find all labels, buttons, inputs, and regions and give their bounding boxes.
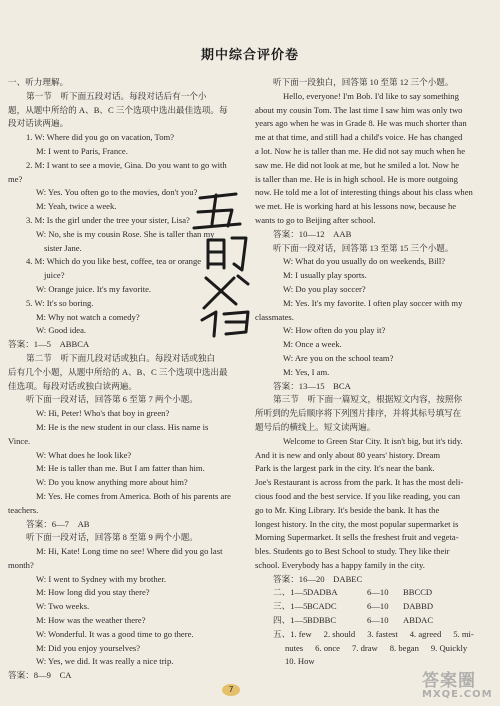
fill-answer: 10. How [285, 656, 315, 667]
text-line: M: Once a week. [283, 339, 342, 350]
text-line: W: Yes, we did. It was really a nice trip. [36, 656, 174, 667]
text-line: M: He is the new student in our class. His name is [36, 421, 209, 432]
answer-range-label: 6—10 [367, 615, 389, 626]
answer-line: 答案：16—20 DABEC [273, 573, 363, 584]
section-heading: 一、听力理解。 [8, 77, 69, 87]
answer-range-label: 6—10 [367, 587, 389, 598]
text-line: W: What do you usually do on weekends, Bill? [283, 256, 446, 267]
text-line: 题，从题中所给的 A、B、C 三个选项中选出最佳选项。每 [8, 104, 228, 115]
text-line: W: Do you know anything more about him? [36, 477, 188, 488]
answer-line: 答案：13—15 BCA [273, 380, 351, 391]
text-line: Joe's Restaurant is across from the park. It has the most deli- [255, 477, 464, 488]
answer-line: 答案：6—7 AB [26, 518, 90, 529]
answer-key-row [255, 600, 495, 614]
text-line: 5. W: It's so boring. [26, 297, 94, 308]
text-line: Park is the largest park in the city. It's near the bank. [255, 463, 435, 474]
text-line: 听下面一段对话，回答第 6 至第 7 两个小题。 [26, 394, 198, 405]
fill-answer: 4. agreed [409, 628, 442, 639]
fill-answer: 五、1. few [273, 628, 312, 639]
text-line: W: Good idea. [36, 325, 87, 336]
text-line: longest history. In the city, the most popular supermarket is [255, 518, 459, 529]
text-line: juice? [44, 270, 65, 281]
text-line: teachers. [8, 504, 39, 515]
answer-key-row [255, 586, 495, 600]
text-line: M: How long did you stay there? [36, 587, 150, 598]
text-line: we met. He is working hard at his lessons now, because he [255, 201, 457, 212]
page-title: 期中综合评价卷 [200, 48, 299, 63]
text-line: 听下面一段独白，回答第 10 至第 12 三个小题。 [273, 77, 454, 87]
text-line: W: No, she is my cousin Rose. She is taller than my [36, 228, 215, 239]
text-line: 所听到的先后顺序将下列图片排序，并将其标号填写在 [255, 408, 462, 419]
text-line: W: Are you on the school team? [283, 352, 394, 363]
text-line: 3. M: Is the girl under the tree your sister, Lisa? [26, 214, 190, 225]
text-line: a lot. Now he is taller than me. He did not say much when he [255, 145, 466, 156]
text-line: M: Yeah, twice a week. [36, 201, 117, 212]
text-line: 1. W: Where did you go on vacation, Tom? [26, 132, 175, 143]
answer-line: 答案：8—9 CA [8, 670, 72, 681]
text-line: W: How often do you play it? [283, 325, 386, 336]
text-line: W: I went to Sydney with my brother. [36, 573, 167, 584]
handwriting-mark [188, 180, 258, 340]
text-line: about my cousin Tom. The last time I saw him was only two [255, 104, 463, 115]
text-line: 第一节 听下面五段对话。每段对话后有一个小 [26, 90, 207, 101]
text-line: saw me. He did not look at me, but he smiled a lot. Now he [255, 159, 460, 170]
text-line: W: Yes. You often go to the movies, don't you? [36, 187, 198, 198]
text-line: Hello, everyone! I'm Bob. I'd like to say something [283, 90, 459, 101]
text-line: years ago when he was in Grade 8. He was much shorter than [255, 118, 467, 129]
page-number: 7 [222, 684, 240, 696]
text-line: M: He is taller than me. But I am fatter than him. [36, 463, 205, 474]
answer-key-grid [255, 586, 495, 627]
answer-value: DADBA [307, 587, 338, 598]
answer-range-label: 二、1—5 [273, 587, 308, 598]
answer-key-row [255, 614, 495, 628]
answer-range-label: 6—10 [367, 601, 389, 612]
answer-range-label: 四、1—5 [273, 615, 308, 626]
text-line: 4. M: Which do you like best, coffee, tea or orange [26, 256, 202, 267]
text-line: W: Orange juice. It's my favorite. [36, 283, 152, 294]
text-line: M: Yes, I am. [283, 366, 330, 377]
left-column [8, 76, 244, 683]
text-line: wants to go to Beijing after school. [255, 214, 376, 225]
text-line: M: Why not watch a comedy? [36, 311, 140, 322]
fill-answers-row [255, 642, 495, 656]
text-line: cious food and the best service. If you like reading, you can [255, 490, 460, 501]
text-line: school. Everybody has a happy family in the city. [255, 559, 425, 570]
text-line: 第二节 听下面几段对话或独白。每段对话或独白 [26, 352, 216, 363]
text-line: W: Wonderful. It was a good time to go there. [36, 628, 194, 639]
answer-range-label: 三、1—5 [273, 601, 308, 612]
text-line: 佳选项。每段对话或独白读两遍。 [8, 380, 137, 391]
text-line: M: I usually play sports. [283, 270, 367, 281]
text-line: 听下面一段对话，回答第 8 至第 9 两个小题。 [26, 532, 198, 543]
text-line: 第三节 听下面一篇短文，根据短文内容，按照你 [273, 394, 463, 405]
fill-answers-row [255, 628, 495, 642]
text-line: And it is new and only about 80 years' history. Dream [255, 449, 441, 460]
text-line: 段对话读两遍。 [8, 118, 69, 129]
text-line: classmates. [255, 311, 294, 322]
text-line: W: Hi, Peter! Who's that boy in green? [36, 408, 170, 419]
text-line: me at that time, and still had a child's voice. He has changed [255, 132, 463, 143]
answer-value: BBCCD [403, 587, 433, 598]
text-line: bles. Students go to Best School to study. They like their [255, 546, 450, 557]
watermark-url: MXQE.COM [422, 689, 493, 700]
answer-value: BCADC [307, 601, 337, 612]
text-line: sister Jane. [44, 242, 82, 253]
fill-answer: 8. began [389, 642, 419, 653]
text-line: me? [8, 173, 23, 184]
text-line: 听下面一段对话，回答第 13 至第 15 三个小题。 [273, 242, 454, 253]
answer-value: DABBD [403, 601, 434, 612]
fill-answer: 9. Quickly [430, 642, 468, 653]
text-line: W: Two weeks. [36, 601, 90, 612]
text-line: Vince. [8, 435, 31, 446]
text-line: month? [8, 559, 34, 570]
fill-answer: 5. mi- [453, 628, 474, 639]
text-line: W: What does he look like? [36, 449, 132, 460]
fill-answer: nutes [285, 642, 304, 653]
text-line: go to Mr. King Library. It's beside the bank. It has the [255, 504, 440, 515]
text-line: M: Hi, Kate! Long time no see! Where did you go last [36, 546, 223, 557]
site-watermark [422, 666, 492, 702]
answer-value: BDBBC [307, 615, 337, 626]
text-line: M: How was the weather there? [36, 615, 146, 626]
fill-answer: 3. fastest [367, 628, 398, 639]
fill-answer: 2. should [323, 628, 356, 639]
answer-line: 答案：10—12 AAB [273, 228, 352, 239]
text-line: W: Do you play soccer? [283, 283, 366, 294]
text-line: now. He told me a lot of interesting things about his class when [255, 187, 473, 198]
text-line: M: Yes. It's my favorite. I often play soccer with my [283, 297, 463, 308]
text-line: Welcome to Green Star City. It isn't big, but it's tidy. [283, 435, 463, 446]
text-line: 2. M: I want to see a movie, Gina. Do you want to go with [26, 159, 227, 170]
text-line: Morning Supermarket. It sells the freshest fruit and vegeta- [255, 532, 459, 543]
answer-value: ABDAC [403, 615, 434, 626]
text-line: M: Did you enjoy yourselves? [36, 642, 141, 653]
text-line: is taller than me. He is in high school. He is more outgoing [255, 173, 458, 184]
fill-answer: 6. once [315, 642, 340, 653]
answer-line: 答案：1—5 ABBCA [8, 339, 90, 350]
fill-answer: 7. draw [351, 642, 378, 653]
text-line: 后有几个小题，从题中所给的 A、B、C 三个选项中选出最 [8, 366, 228, 377]
text-line: M: I went to Paris, France. [36, 145, 128, 156]
text-line: 题号后的横线上。短文读两遍。 [255, 421, 376, 432]
watermark-logo-text: 答案圈 [422, 671, 476, 691]
right-column [255, 76, 495, 669]
text-line: M: Yes. He comes from America. Both of his parents are [36, 490, 231, 501]
